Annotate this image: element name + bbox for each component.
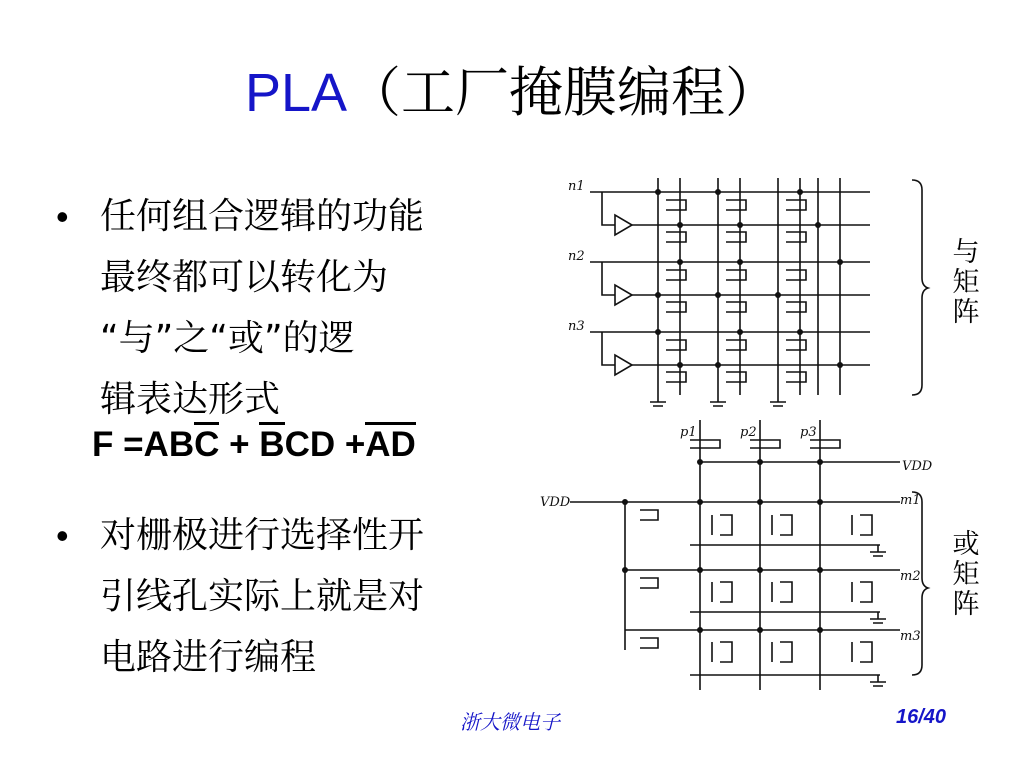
label-product-p2: p2 <box>740 425 757 440</box>
or-matrix-char: 矩 <box>952 559 980 590</box>
title-latin: PLA <box>244 63 348 123</box>
bullet-line: 辑表达形式 <box>100 379 281 420</box>
formula-plus: + <box>219 425 260 464</box>
and-matrix-label <box>946 238 986 328</box>
label-output-m3: m3 <box>900 629 921 644</box>
bullet-1 <box>56 186 424 430</box>
bullet-2 <box>56 505 424 688</box>
bullet-line: 引线孔实际上就是对 <box>100 576 425 617</box>
bullet-line: “与”之“或”的逻 <box>100 318 355 359</box>
bullet-line: 任何组合逻辑的功能 <box>100 196 425 237</box>
label-input-n2: n2 <box>568 249 585 264</box>
pla-circuit-diagram <box>540 170 940 715</box>
boolean-formula <box>92 420 416 470</box>
bullet-line: 最终都可以转化为 <box>100 257 389 298</box>
bullet-line: 电路进行编程 <box>100 637 317 678</box>
bullet-dot: • <box>56 196 69 237</box>
formula-lhs: F =AB <box>92 425 195 464</box>
slide-title <box>0 58 1024 128</box>
label-product-p1: p1 <box>680 425 697 440</box>
and-matrix-char: 矩 <box>952 267 980 298</box>
label-vdd-left: VDD <box>540 495 571 510</box>
label-product-p3: p3 <box>800 425 817 440</box>
bullet-dot: • <box>56 515 69 556</box>
bullet-line: 对栅极进行选择性开 <box>100 515 425 556</box>
formula-ad-bar: AD <box>365 422 416 464</box>
page-number: 16/40 <box>896 706 947 728</box>
or-matrix-char: 或 <box>952 529 980 560</box>
or-matrix-label <box>946 530 986 620</box>
label-input-n1: n1 <box>568 179 585 194</box>
label-output-m2: m2 <box>900 569 921 584</box>
or-matrix-char: 阵 <box>952 589 980 620</box>
formula-c-bar: C <box>194 422 219 464</box>
formula-b-bar: B <box>259 422 284 464</box>
label-output-m1: m1 <box>900 493 921 508</box>
and-matrix-char: 与 <box>952 237 980 268</box>
formula-cd: CD + <box>284 425 366 464</box>
and-matrix-char: 阵 <box>952 297 980 328</box>
footer-org: 浙大微电子 <box>460 710 560 734</box>
title-cjk: （工厂掩膜编程） <box>347 61 780 124</box>
label-vdd-right: VDD <box>902 459 933 474</box>
label-input-n3: n3 <box>568 319 585 334</box>
